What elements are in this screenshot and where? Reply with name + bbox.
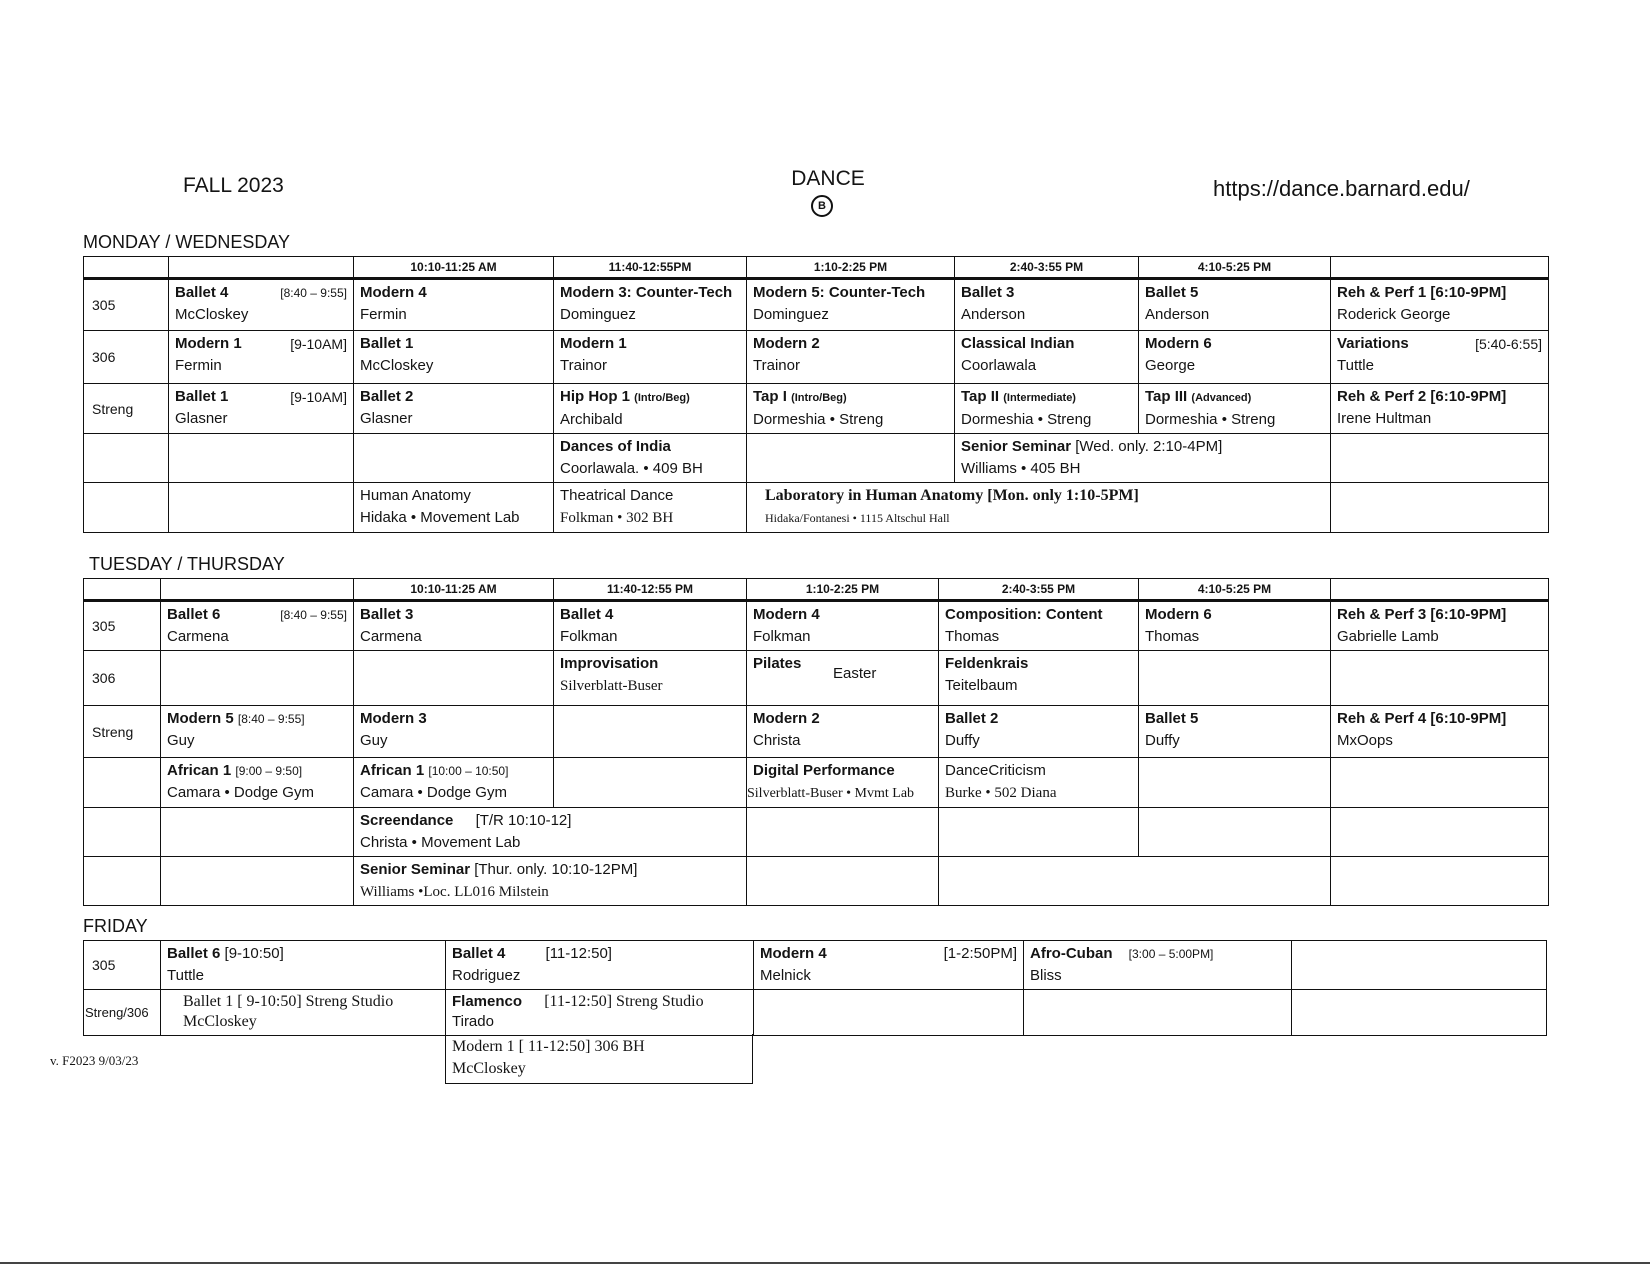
instructor: Dominguez bbox=[753, 306, 829, 323]
class-time: [9-10AM] bbox=[290, 389, 347, 405]
class-cell bbox=[354, 706, 554, 758]
instructor: Camara • Dodge Gym bbox=[167, 784, 314, 801]
class-cell bbox=[169, 331, 354, 384]
time-header: 10:10-11:25 AM bbox=[354, 257, 554, 279]
class-cell bbox=[955, 279, 1139, 331]
instructor: Trainor bbox=[560, 357, 607, 374]
instructor: Folkman bbox=[560, 628, 618, 645]
class-time: [8:40 – 9:55] bbox=[280, 286, 347, 300]
empty-cell bbox=[84, 758, 161, 808]
header-cell bbox=[1331, 257, 1549, 279]
tt-row-4 bbox=[84, 758, 1549, 808]
instructor: Teitelbaum bbox=[945, 677, 1018, 694]
tt-row-306 bbox=[84, 651, 1549, 706]
time-header: 4:10-5:25 PM bbox=[1139, 257, 1331, 279]
time-header: 1:10-2:25 PM bbox=[747, 579, 939, 601]
mw-row-streng bbox=[84, 384, 1549, 434]
class-title: Improvisation bbox=[560, 655, 659, 672]
empty-cell bbox=[1331, 434, 1549, 483]
instructor: Burke • 502 Diana bbox=[945, 785, 1057, 801]
class-title: Ballet 4 bbox=[175, 284, 229, 301]
class-title: Senior Seminar bbox=[360, 861, 471, 878]
class-title: Modern 3: Counter-Tech bbox=[560, 284, 733, 301]
empty-cell bbox=[84, 857, 161, 906]
class-cell bbox=[354, 483, 554, 533]
class-cell bbox=[446, 990, 754, 1036]
empty-cell bbox=[354, 651, 554, 706]
instructor: Tirado bbox=[452, 1013, 494, 1030]
class-cell bbox=[354, 331, 554, 384]
instructor: Irene Hultman bbox=[1337, 410, 1432, 427]
class-title: Digital Performance bbox=[753, 762, 895, 779]
class-title: DanceCriticism bbox=[945, 762, 1046, 779]
room-label: Streng bbox=[84, 706, 161, 758]
instructor: Easter bbox=[833, 665, 877, 682]
room-label: 305 bbox=[84, 941, 161, 990]
class-title: Modern 5 bbox=[167, 710, 234, 727]
class-cell bbox=[1139, 279, 1331, 331]
instructor: George bbox=[1145, 357, 1196, 374]
mw-row-4 bbox=[84, 434, 1549, 483]
time-header: 4:10-5:25 PM bbox=[1139, 579, 1331, 601]
empty-cell bbox=[84, 483, 169, 533]
instructor: Dormeshia • Streng bbox=[1145, 411, 1276, 428]
class-title: Screendance bbox=[360, 812, 454, 829]
class-cell bbox=[354, 601, 554, 651]
class-title: Modern 6 bbox=[1145, 606, 1212, 623]
class-time: [T/R 10:10-12] bbox=[475, 812, 572, 829]
class-cell bbox=[747, 651, 939, 706]
empty-cell bbox=[747, 434, 955, 483]
class-cell bbox=[354, 279, 554, 331]
class-cell bbox=[161, 990, 446, 1036]
instructor: Bliss bbox=[1030, 967, 1062, 984]
class-title: Ballet 3 bbox=[961, 284, 1015, 301]
class-title: Variations bbox=[1337, 335, 1409, 352]
class-title: Ballet 4 bbox=[452, 945, 506, 962]
instructor: Glasner bbox=[360, 410, 413, 427]
header-cell bbox=[84, 257, 169, 279]
class-time: [10:00 – 10:50] bbox=[428, 764, 509, 778]
class-title: Ballet 2 bbox=[360, 388, 414, 405]
instructor: Hidaka • Movement Lab bbox=[360, 509, 520, 526]
empty-cell bbox=[754, 990, 1024, 1036]
instructor: Fermin bbox=[175, 357, 222, 374]
header-cell bbox=[161, 579, 354, 601]
class-time: [11-12:50] Streng Studio bbox=[544, 993, 704, 1010]
class-time: [9-10AM] bbox=[290, 336, 347, 352]
instructor: Silverblatt-Buser bbox=[560, 678, 663, 694]
class-title: Hip Hop 1 bbox=[560, 388, 630, 405]
empty-cell bbox=[354, 434, 554, 483]
class-title: Reh & Perf 2 [6:10-9PM] bbox=[1337, 388, 1507, 405]
instructor: Fermin bbox=[360, 306, 407, 323]
instructor: MxOops bbox=[1337, 732, 1393, 749]
empty-cell bbox=[1331, 651, 1549, 706]
room-label: 305 bbox=[84, 601, 161, 651]
empty-cell bbox=[747, 857, 939, 906]
class-time: [3:00 – 5:00PM] bbox=[1128, 947, 1214, 961]
instructor: Williams • 405 BH bbox=[961, 460, 1081, 477]
mw-row-5 bbox=[84, 483, 1549, 533]
class-cell bbox=[161, 941, 446, 990]
instructor: Tuttle bbox=[1337, 357, 1374, 374]
class-time: [Thur. only. 10:10-12PM] bbox=[474, 861, 638, 878]
class-time: [11-12:50] bbox=[545, 945, 612, 962]
tt-row-6 bbox=[84, 857, 1549, 906]
class-cell bbox=[1331, 331, 1549, 384]
empty-cell bbox=[161, 651, 354, 706]
class-title: Modern 2 bbox=[753, 710, 820, 727]
class-title: Ballet 1 bbox=[360, 335, 414, 352]
instructor: McCloskey bbox=[452, 1060, 526, 1077]
instructor: Christa bbox=[753, 732, 801, 749]
class-time: [5:40-6:55] bbox=[1475, 336, 1542, 352]
class-title: Modern 2 bbox=[753, 335, 820, 352]
instructor: Melnick bbox=[760, 967, 811, 984]
empty-cell bbox=[939, 857, 1331, 906]
class-cell bbox=[161, 601, 354, 651]
class-title: Ballet 2 bbox=[945, 710, 999, 727]
class-cell bbox=[354, 857, 747, 906]
tt-row-5 bbox=[84, 808, 1549, 857]
room-label: 305 bbox=[84, 279, 169, 331]
header-cell bbox=[1331, 579, 1549, 601]
class-cell bbox=[747, 279, 955, 331]
class-cell bbox=[354, 808, 747, 857]
instructor: Camara • Dodge Gym bbox=[360, 784, 507, 801]
empty-cell bbox=[1292, 941, 1547, 990]
instructor: Rodriguez bbox=[452, 967, 521, 984]
empty-cell bbox=[1331, 483, 1549, 533]
level-tag: (Intro/Beg) bbox=[634, 392, 690, 404]
empty-cell bbox=[554, 758, 747, 808]
class-title: Modern 3 bbox=[360, 710, 427, 727]
instructor: McCloskey bbox=[360, 357, 434, 374]
term-label: FALL 2023 bbox=[183, 174, 284, 197]
empty-cell bbox=[169, 483, 354, 533]
instructor: Guy bbox=[360, 732, 388, 749]
class-cell bbox=[955, 434, 1331, 483]
mw-row-305 bbox=[84, 279, 1549, 331]
class-cell bbox=[1139, 706, 1331, 758]
version-label: v. F2023 9/03/23 bbox=[50, 1053, 139, 1068]
class-title: Ballet 6 bbox=[167, 945, 221, 962]
class-cell bbox=[554, 279, 747, 331]
class-cell bbox=[747, 601, 939, 651]
mw-schedule-table bbox=[83, 256, 1549, 533]
class-title: African 1 bbox=[167, 762, 232, 779]
empty-cell bbox=[169, 434, 354, 483]
instructor: Anderson bbox=[1145, 306, 1210, 323]
level-tag: (Intro/Beg) bbox=[791, 392, 847, 404]
class-title: Tap III bbox=[1145, 388, 1188, 405]
class-cell bbox=[939, 758, 1139, 808]
class-cell bbox=[1024, 941, 1292, 990]
empty-cell bbox=[554, 706, 747, 758]
class-cell bbox=[1139, 331, 1331, 384]
class-title: Modern 1 bbox=[560, 335, 627, 352]
class-cell bbox=[747, 384, 955, 434]
class-cell bbox=[747, 483, 1331, 533]
instructor: McCloskey bbox=[175, 306, 249, 323]
tt-row-305 bbox=[84, 601, 1549, 651]
class-title: Modern 1 [ 11-12:50] 306 BH bbox=[452, 1038, 645, 1055]
dept-url[interactable]: https://dance.barnard.edu/ bbox=[1213, 176, 1470, 201]
class-cell bbox=[446, 941, 754, 990]
class-cell bbox=[169, 279, 354, 331]
instructor: Dormeshia • Streng bbox=[753, 411, 884, 428]
mw-time-header-row bbox=[84, 257, 1549, 279]
instructor: Coorlawala bbox=[961, 357, 1037, 374]
bottom-divider bbox=[0, 1262, 1650, 1264]
instructor: Archibald bbox=[560, 411, 623, 428]
instructor: Dominguez bbox=[560, 306, 636, 323]
class-cell bbox=[554, 651, 747, 706]
fri-schedule-table bbox=[83, 940, 1547, 1036]
time-header: 2:40-3:55 PM bbox=[939, 579, 1139, 601]
class-title: Modern 1 bbox=[175, 335, 242, 352]
class-title: Feldenkrais bbox=[945, 655, 1029, 672]
class-title: Senior Seminar bbox=[961, 438, 1072, 455]
class-title: Pilates bbox=[753, 655, 802, 672]
empty-cell bbox=[1139, 651, 1331, 706]
time-header: 11:40-12:55PM bbox=[554, 257, 747, 279]
tt-time-header-row bbox=[84, 579, 1549, 601]
instructor: Tuttle bbox=[167, 967, 204, 984]
instructor: Duffy bbox=[945, 732, 980, 749]
class-cell bbox=[955, 331, 1139, 384]
instructor: Thomas bbox=[945, 628, 1000, 645]
instructor: Williams •Loc. LL016 Milstein bbox=[360, 884, 549, 900]
class-title: Ballet 1 bbox=[175, 388, 229, 405]
class-title: Reh & Perf 4 [6:10-9PM] bbox=[1337, 710, 1507, 727]
empty-cell bbox=[939, 808, 1139, 857]
empty-cell bbox=[161, 857, 354, 906]
class-title: Afro-Cuban bbox=[1030, 945, 1113, 962]
class-cell bbox=[554, 483, 747, 533]
class-cell bbox=[354, 384, 554, 434]
class-title: Ballet 3 bbox=[360, 606, 414, 623]
class-title: Ballet 6 bbox=[167, 606, 221, 623]
class-cell bbox=[754, 941, 1024, 990]
room-label: 306 bbox=[84, 651, 161, 706]
instructor: Glasner bbox=[175, 410, 228, 427]
fri-extra-class-box bbox=[445, 1034, 753, 1084]
class-cell bbox=[1331, 384, 1549, 434]
class-cell bbox=[554, 434, 747, 483]
time-header: 10:10-11:25 AM bbox=[354, 579, 554, 601]
instructor: Folkman bbox=[753, 628, 811, 645]
empty-cell bbox=[161, 808, 354, 857]
instructor: Roderick George bbox=[1337, 306, 1451, 323]
empty-cell bbox=[84, 808, 161, 857]
class-title: Tap I bbox=[753, 388, 787, 405]
class-time: [9:00 – 9:50] bbox=[235, 764, 303, 778]
instructor: Silverblatt-Buser • Mvmt Lab bbox=[747, 786, 915, 801]
room-label: 306 bbox=[84, 331, 169, 384]
level-tag: (Intermediate) bbox=[1003, 392, 1076, 404]
class-title: Tap II bbox=[961, 388, 1000, 405]
class-time: [8:40 – 9:55] bbox=[280, 608, 347, 622]
class-title: Laboratory in Human Anatomy [Mon. only 1:10-5PM] bbox=[765, 487, 1139, 504]
instructor: McCloskey bbox=[183, 1013, 257, 1030]
class-cell bbox=[747, 758, 939, 808]
empty-cell bbox=[1024, 990, 1292, 1036]
instructor: Anderson bbox=[961, 306, 1026, 323]
class-cell bbox=[939, 651, 1139, 706]
class-cell bbox=[747, 331, 955, 384]
instructor: Folkman • 302 BH bbox=[560, 510, 674, 526]
empty-cell bbox=[1139, 758, 1331, 808]
instructor: Carmena bbox=[360, 628, 422, 645]
empty-cell bbox=[1331, 808, 1549, 857]
class-time: [8:40 – 9:55] bbox=[237, 712, 305, 726]
tt-section-label: TUESDAY / THURSDAY bbox=[89, 554, 285, 574]
class-cell bbox=[554, 601, 747, 651]
instructor: Carmena bbox=[167, 628, 229, 645]
class-cell bbox=[1331, 601, 1549, 651]
instructor: Christa • Movement Lab bbox=[360, 834, 521, 851]
time-header: 1:10-2:25 PM bbox=[747, 257, 955, 279]
class-title: Ballet 5 bbox=[1145, 710, 1199, 727]
class-cell bbox=[955, 384, 1139, 434]
fri-row-305 bbox=[84, 941, 1547, 990]
empty-cell bbox=[1331, 857, 1549, 906]
class-time: [9-10:50] bbox=[224, 945, 284, 962]
header-cell bbox=[169, 257, 354, 279]
class-cell bbox=[354, 758, 554, 808]
instructor: Dormeshia • Streng bbox=[961, 411, 1092, 428]
instructor: Trainor bbox=[753, 357, 800, 374]
empty-cell bbox=[1331, 758, 1549, 808]
class-cell bbox=[554, 384, 747, 434]
mw-row-306 bbox=[84, 331, 1549, 384]
class-title: Ballet 1 [ 9-10:50] Streng Studio bbox=[183, 993, 394, 1010]
class-title: Reh & Perf 1 [6:10-9PM] bbox=[1337, 284, 1507, 301]
time-header: 2:40-3:55 PM bbox=[955, 257, 1139, 279]
level-tag: (Advanced) bbox=[1191, 392, 1252, 404]
dept-title: DANCE bbox=[791, 167, 865, 190]
class-title: Human Anatomy bbox=[360, 487, 471, 504]
class-cell bbox=[161, 758, 354, 808]
empty-cell bbox=[747, 808, 939, 857]
fri-row-streng bbox=[84, 990, 1547, 1036]
class-cell bbox=[161, 706, 354, 758]
time-header: 11:40-12:55 PM bbox=[554, 579, 747, 601]
room-label: Streng/306 bbox=[84, 990, 161, 1036]
class-cell bbox=[747, 706, 939, 758]
class-cell bbox=[1331, 279, 1549, 331]
class-title: African 1 bbox=[360, 762, 425, 779]
class-time: [1-2:50PM] bbox=[943, 945, 1017, 962]
class-cell bbox=[1139, 601, 1331, 651]
tt-row-streng bbox=[84, 706, 1549, 758]
instructor: Guy bbox=[167, 732, 195, 749]
empty-cell bbox=[1292, 990, 1547, 1036]
header-cell bbox=[84, 579, 161, 601]
class-cell bbox=[1331, 706, 1549, 758]
class-title: Modern 5: Counter-Tech bbox=[753, 284, 926, 301]
class-title: Flamenco bbox=[452, 993, 523, 1010]
class-time: [Wed. only. 2:10-4PM] bbox=[1075, 438, 1223, 455]
class-title: Composition: Content bbox=[945, 606, 1103, 623]
room-label: Streng bbox=[84, 384, 169, 434]
mw-section-label: MONDAY / WEDNESDAY bbox=[83, 232, 291, 252]
class-title: Classical Indian bbox=[961, 335, 1075, 352]
class-title: Ballet 4 bbox=[560, 606, 614, 623]
class-cell bbox=[554, 331, 747, 384]
class-cell bbox=[169, 384, 354, 434]
class-title: Ballet 5 bbox=[1145, 284, 1199, 301]
class-title: Modern 6 bbox=[1145, 335, 1212, 352]
class-title: Modern 4 bbox=[360, 284, 427, 301]
fri-section-label: FRIDAY bbox=[83, 916, 148, 936]
instructor: Gabrielle Lamb bbox=[1337, 628, 1439, 645]
barnard-seal-icon: B bbox=[811, 195, 833, 217]
instructor: Hidaka/Fontanesi • 1115 Altschul Hall bbox=[765, 511, 950, 525]
instructor: Coorlawala. • 409 BH bbox=[560, 460, 703, 477]
class-title: Dances of India bbox=[560, 438, 671, 455]
class-cell bbox=[939, 601, 1139, 651]
class-cell bbox=[1139, 384, 1331, 434]
class-cell bbox=[939, 706, 1139, 758]
class-title: Theatrical Dance bbox=[560, 487, 674, 504]
empty-cell bbox=[1139, 808, 1331, 857]
class-title: Modern 4 bbox=[753, 606, 820, 623]
class-title: Reh & Perf 3 [6:10-9PM] bbox=[1337, 606, 1507, 623]
instructor: Thomas bbox=[1145, 628, 1200, 645]
tt-schedule-table bbox=[83, 578, 1549, 906]
instructor: Duffy bbox=[1145, 732, 1180, 749]
empty-cell bbox=[84, 434, 169, 483]
class-title: Modern 4 bbox=[760, 945, 827, 962]
